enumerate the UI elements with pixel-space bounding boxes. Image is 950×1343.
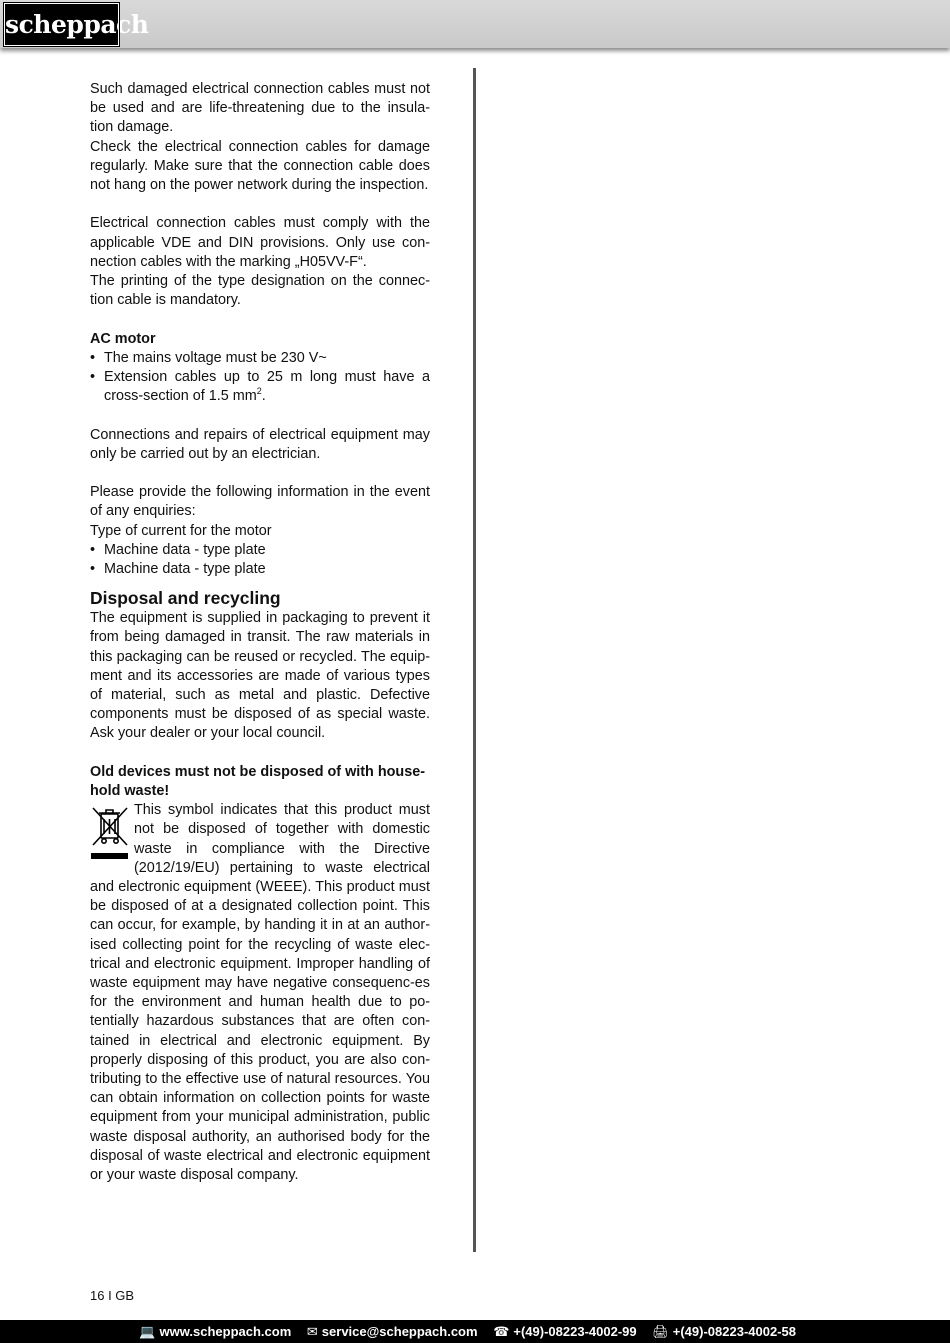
footer-email[interactable]: ✉ service@scheppach.com [306,1324,478,1339]
list-item: • Machine data - type plate [90,560,430,579]
list-item: • Extension cables up to 25 m long must have a cross-section of 1.5 $mm^2$. [90,368,430,406]
paragraph-enquiries: Please provide the following information in the event of any enquiries: [90,484,430,520]
paragraph-check-cables: Check the electrical connection cables for damage regularly. Make sure that the connection cable does not hang on the power network during the inspection. [90,138,430,194]
computer-icon: 💻 [139,1324,156,1339]
paragraph-cable-provisions: Electrical connection cables must comply with the applicable VDE and DIN provisions. Only use con-nection cables with the marking „H05VV-F“. [90,215,430,270]
main-column [90,80,430,1185]
fax-icon: 🖨 [652,1324,669,1339]
paragraph-damaged-cables: Such damaged electrical connection cables must not be used and are life-threatening due to the insula-tion damage. [90,81,430,136]
paragraph-electrician: Connections and repairs of electrical equipment may only be carried out by an electrician. [90,426,430,462]
footer-fax: 🖨 +(49)-08223-4002-58 [652,1324,796,1339]
paragraph-weee: This symbol indicates that this product must not be disposed of together with domestic waste in compliance with the Directive (2012/19/EU) pertaining to waste electrical and electronic equipment (WEEE). This product must be disposed of at a designated collection point. This can occur, for example, by handing it in at an author-ised collecting point for the recycling of waste elec-trical and electronic equipment. Improper handling of waste equipment may have negative consequenc-es for the environment and human health due to po-tentially hazardous substances that are often con-tained in electrical and electronic equipment. By properly disposing of this product, you are also con-tributing to the effective use of natural resources. You can obtain information on collection points for waste equipment from your municipal administration, public waste disposal authority, an authorised body for the disposal of waste electrical and electronic equipment or your waste disposal company. [90,802,430,1184]
paragraph-current-type: Type of current for the motor [90,522,272,539]
paragraph-packaging: The equipment is supplied in packaging to prevent it from being damaged in transit. The raw materials in this packaging can be reused or recycled. The equip-ment and its accessories are made of various types of material, such as metal and plastic. Defective components must be disposed of as special waste. Ask your dealer or your local council. [90,610,430,742]
disposal-heading: Disposal and recycling [90,588,281,609]
enquiry-list [90,541,430,579]
ac-motor-list [90,349,430,407]
footer-website[interactable]: 💻 www.scheppach.com [139,1324,292,1339]
column-divider [473,68,476,1252]
scheppach-logo: scheppach [4,3,119,46]
mail-icon: ✉ [306,1324,318,1339]
crossed-out-wheelie-bin-icon [90,805,130,863]
page-header [0,0,950,48]
phone-icon: ☎ [493,1324,510,1339]
old-devices-heading: Old devices must not be disposed of with house-hold waste! [90,763,426,800]
ac-motor-heading: AC motor [90,330,156,347]
list-item: • Machine data - type plate [90,541,430,560]
page-number: 16 I GB [90,1288,135,1303]
paragraph-type-designation: The printing of the type designation on the connec-tion cable is mandatory. [90,273,430,309]
footer-phone[interactable]: ☎ +(49)-08223-4002-99 [493,1324,637,1339]
page-footer [0,1320,950,1343]
list-item: • The mains voltage must be 230 V~ [90,349,430,368]
